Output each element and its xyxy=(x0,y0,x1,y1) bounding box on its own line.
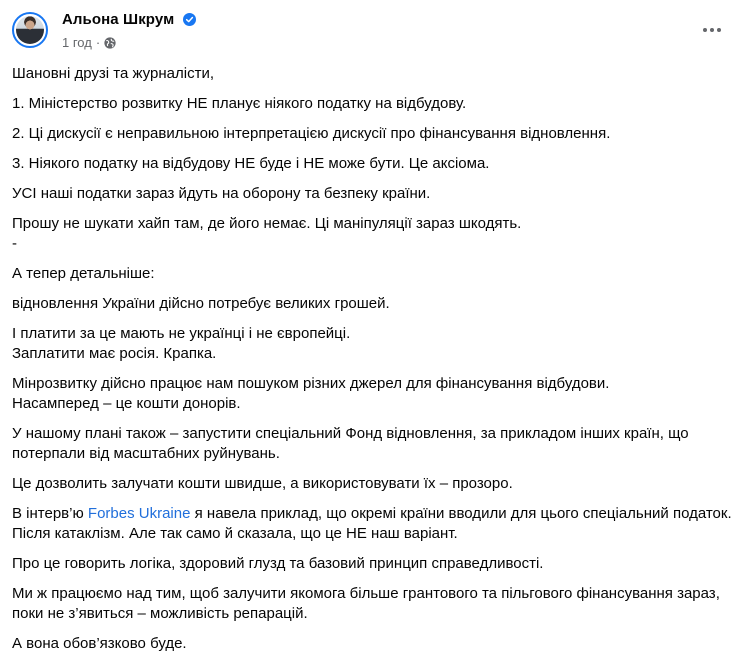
author-name[interactable]: Альона Шкрум xyxy=(62,11,175,28)
globe-icon[interactable] xyxy=(104,37,116,49)
post-paragraph: відновлення України дійсно потребує великих грошей. xyxy=(12,295,390,312)
post-paragraph: Мінрозвитку дійсно працює нам пошуком різних джерел для фінансування відбудови. xyxy=(12,375,610,392)
more-options-dot xyxy=(717,28,721,32)
post-paragraph: 1. Міністерство розвитку НЕ планує ніякого податку на відбудову. xyxy=(12,95,467,112)
post-paragraph: Шановні друзі та журналісти, xyxy=(12,65,214,82)
post-paragraph: УСІ наші податки зараз йдуть на оборону та безпеку країни. xyxy=(12,185,431,202)
paragraph-text: В інтерв’ю xyxy=(12,505,88,522)
post-paragraph: А вона обов’язково буде. xyxy=(12,635,187,652)
post-paragraph: І платити за це мають не українці і не європейці. xyxy=(12,325,351,342)
post-body xyxy=(12,64,736,664)
more-options-icon xyxy=(703,28,707,32)
more-options-button[interactable] xyxy=(700,20,724,40)
post-paragraph: - xyxy=(12,235,17,252)
post-paragraph: Це дозволить залучати кошти швидше, а використовувати їх – прозоро. xyxy=(12,475,513,492)
post-header xyxy=(0,0,740,58)
post-meta xyxy=(62,35,116,50)
post-paragraph: А тепер детальніше: xyxy=(12,265,155,282)
post-paragraph: У нашому плані також – запустити спеціальний Фонд відновлення, за прикладом інших країн, що потерпали від масштабних руйнувань. xyxy=(12,425,693,462)
post-paragraph: Заплатити має росія. Крапка. xyxy=(12,345,217,362)
post-paragraph: Прошу не шукати хайп там, де його немає. Ці маніпуляції зараз шкодять. xyxy=(12,215,522,232)
avatar-photo xyxy=(16,16,44,44)
verified-badge-icon xyxy=(183,13,196,26)
meta-separator: · xyxy=(95,35,101,50)
author-avatar[interactable] xyxy=(12,12,48,48)
paragraph-text: я навела приклад, що окремі країни вводили для цього спеціальний податок. Після катаклізм. Але так само й сказала, що це НЕ наш варіант. xyxy=(12,505,736,542)
post-paragraph: Про це говорить логіка, здоровий глузд та базовий принцип справедливості. xyxy=(12,555,544,572)
post-paragraph: Ми ж працюємо над тим, щоб залучити якомога більше грантового та пільгового фінансування зараз, поки не з’явиться – можливість репарацій. xyxy=(12,585,725,622)
post-paragraph: Насамперед – це кошти донорів. xyxy=(12,395,241,412)
forbes-ukraine-link[interactable]: Forbes Ukraine xyxy=(87,505,191,522)
post-paragraph: 2. Ці дискусії є неправильною інтерпретацією дискусії про фінансування відновлення. xyxy=(12,125,611,142)
more-options-dot xyxy=(710,28,714,32)
post-paragraph xyxy=(12,504,736,544)
post-paragraph: 3. Ніякого податку на відбудову НЕ буде і НЕ може бути. Це аксіома. xyxy=(12,155,490,172)
post-timestamp[interactable]: 1 год xyxy=(62,35,92,50)
